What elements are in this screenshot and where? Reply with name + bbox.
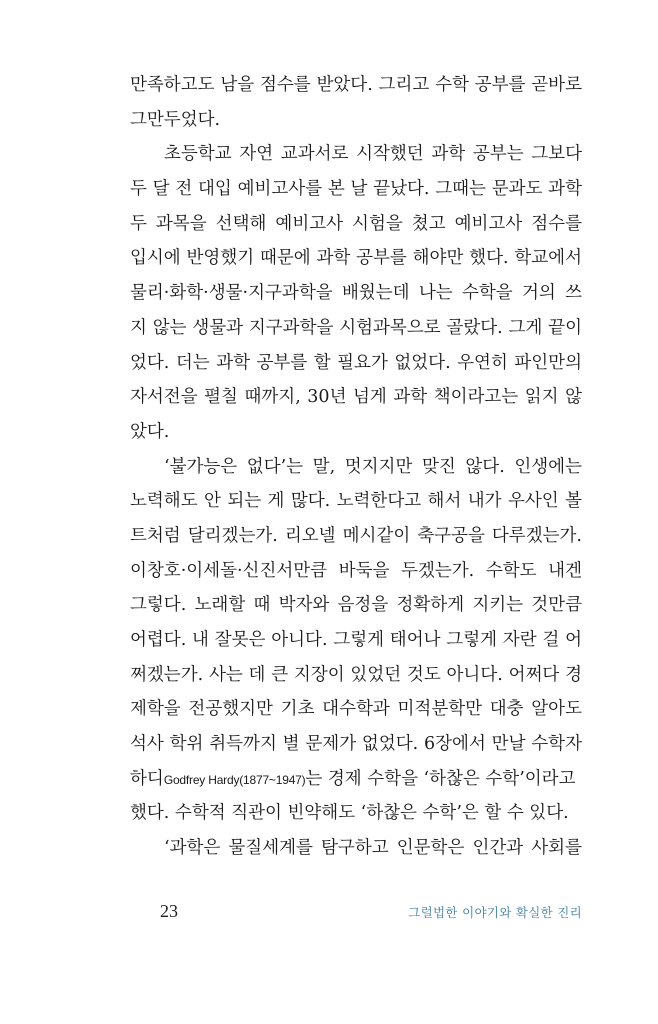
text-line: 어렵다. 내 잘못은 아니다. 그렇게 태어나 그렇게 자란 걸 어 (130, 630, 582, 650)
text-line: 제학을 전공했지만 기초 대수학과 미적분학만 대충 알아도 (130, 699, 582, 720)
text-line: 지 않는 생물과 지구과학을 시험과목으로 골랐다. 그게 끝이 (130, 317, 582, 338)
running-chapter-title: 그럴법한 이야기와 확실한 진리 (408, 905, 582, 920)
text-line: 쩌겠는가. 사는 데 큰 지장이 있었던 것도 아니다. 어쩌다 경 (130, 664, 582, 685)
text-line: 만족하고도 남을 점수를 받았다. 그리고 수학 공부를 곧바로 (130, 75, 582, 95)
paragraph-first-line: ‘과학은 물질세계를 탐구하고 인문학은 인간과 사회를 (164, 838, 582, 859)
text-line: 했다. 수학적 직관이 빈약해도 ‘하찮은 수학’은 할 수 있다. (130, 803, 569, 824)
text-fragment: 는 경제 수학을 ‘하찮은 수학’이라고 (305, 768, 576, 789)
text-line-with-name (130, 762, 582, 797)
text-line: 석사 학위 취득까지 별 문제가 없었다. 6장에서 만날 수학자 (130, 734, 582, 755)
text-line: 이창호·이세돌·신진서만큼 바둑을 두겠는가. 수학도 내겐 (130, 560, 582, 581)
text-line: 트처럼 달리겠는가. 리오넬 메시같이 축구공을 다루겠는가. (130, 525, 582, 546)
text-line: 노력해도 안 되는 게 많다. 노력한다고 해서 내가 우사인 볼 (130, 491, 582, 512)
text-line: 그렇다. 노래할 때 박자와 음정을 정확하게 지키는 것만큼 (130, 595, 582, 616)
text-line: 자서전을 펼칠 때까지, 30년 넘게 과학 책이라고는 읽지 않 (130, 387, 582, 408)
text-line: 았다. (130, 421, 170, 442)
text-line: 두 과목을 선택해 예비고사 시험을 쳤고 예비고사 점수를 (130, 213, 582, 234)
paragraph-first-line: 초등학교 자연 교과서로 시작했던 과학 공부는 그보다 (164, 144, 582, 165)
person-name-annotation: Godfrey Hardy(1877~1947) (163, 772, 306, 787)
text-line: 었다. 더는 과학 공부를 할 필요가 없었다. 우연히 파인만의 (130, 352, 582, 373)
body-text (130, 68, 582, 866)
page-number: 23 (160, 901, 178, 921)
text-line: 물리·화학·생물·지구과학을 배웠는데 나는 수학을 거의 쓰 (130, 283, 582, 304)
text-line: 두 달 전 대입 예비고사를 본 날 끝났다. 그때는 문과도 과학 (130, 179, 582, 200)
text-line: 입시에 반영했기 때문에 과학 공부를 해야만 했다. 학교에서 (130, 248, 582, 269)
text-fragment: 하디 (130, 768, 164, 789)
paragraph-first-line: ‘불가능은 없다’는 말, 멋지지만 맞진 않다. 인생에는 (164, 456, 582, 477)
text-line: 그만두었다. (130, 109, 221, 130)
